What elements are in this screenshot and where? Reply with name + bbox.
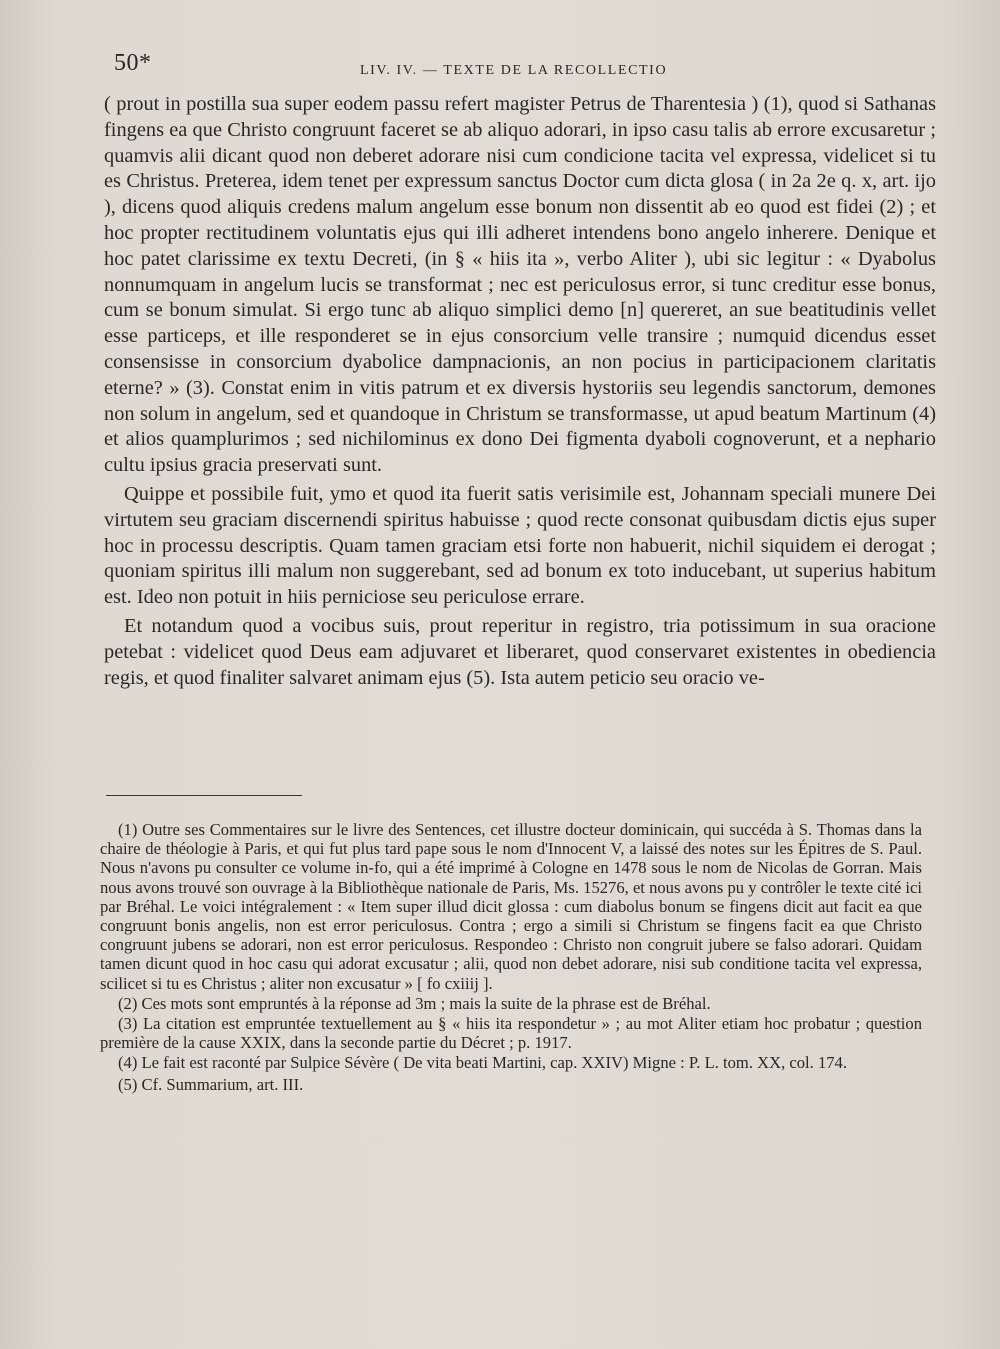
paragraph: Et notandum quod a vocibus suis, prout reperitur in registro, tria potissimum in sua oracione petebat : videlicet quod Deus eam adjuvaret et liberaret, quod conservaret existentes in obediencia regis, et quod finaliter salvaret animam ejus (5). Ista autem peticio seu oracio ve- — [104, 614, 936, 689]
footnote: (5) Cf. Summarium, art. III. — [118, 1074, 304, 1094]
page-number: 50* — [114, 50, 152, 76]
running-title: LIV. IV. — TEXTE DE LA RECOLLECTIO — [360, 63, 668, 78]
footnote: (2) Ces mots sont empruntés à la réponse ad 3m ; mais la suite de la phrase est de Bréhal. — [118, 993, 711, 1013]
footnote: (1) Outre ses Commentaires sur le livre des Sentences, cet illustre docteur dominicain, qui succéda à S. Thomas dans la chaire de théologie à Paris, et qui fut plus tard pape sous le nom d'Innocent V, a laissé des notes sur les Épitres de S. Paul. Nous n'avons pu consulter ce volume in-fo, qui a été imprimé à Cologne en 1478 sous le nom de Nicolas de Gorran. Mais nous avons trouvé son ouvrage à la Bibliothèque nationale de Paris, Ms. 15276, et nous avons pu y contrôler le texte cité ici par Bréhal. Le voici intégralement : « Item super illud dicit glossa : cum diabolus bonum se fingens dicit aut facit ea que congruunt bonis angelis, non est error periculosus. Contra ; ergo a simili si Christum se fingens facit ea que Christo congruunt jubens se adorari, non est error periculosus. Respondeo : Christo non congruit jubere se falso adorari. Quidam tamen dicunt quod in hoc casu qui adorat excusatur ; alii, quod non debet adorare, nisi sub conditione tacita vel expressa, scilicet si tu es Christus ; aliter non excusatur » [ fo cxiiij ]. — [100, 820, 922, 993]
footnotes — [100, 820, 922, 1095]
main-text — [104, 92, 936, 691]
footnote: (4) Le fait est raconté par Sulpice Sévère ( De vita beati Martini, cap. XXIV) Migne : P. L. tom. XX, col. 174. — [118, 1053, 847, 1073]
paragraph: Quippe et possibile fuit, ymo et quod ita fuerit satis verisimile est, Johannam speciali munere Dei virtutem seu graciam discernendi spiritus habuisse ; quod recte consonat quibusdam dictis ejus super hoc in processu descriptis. Quam tamen graciam etsi forte non habuerit, nichil siquidem ei derogat ; quoniam spiritus illi malum non suggerebant, sed ad bonum ex toto inducebant, ut superius habitum est. Ideo non potuit in hiis perniciose seu periculose errare. — [104, 482, 936, 609]
paragraph: ( prout in postilla sua super eodem passu refert magister Petrus de Tharentesia ) (1), quod si Sathanas fingens ea que Christo congruunt faceret se ab aliquo adorari, in ipso casu talis ab errore excusaretur ; quamvis alii dicant quod non deberet adorare nisi cum condicione tacita vel expressa, videlicet si tu es Christus. Preterea, idem tenet per expressum sanctus Doctor cum dicta glosa ( in 2a 2e q. x, art. ijo ), dicens quod aliquis credens malum angelum esse bonum non dissentit ab eo quod est fidei (2) ; et hoc propter rectitudinem voluntatis ejus qui illi adheret intendens bono angelo inherere. Denique et hoc patet clarissime ex textu Decreti, (in § « hiis ita », verbo Aliter ), ubi sic legitur : « Dyabolus nonnumquam in angelum lucis se transformat ; nec est periculosus error, si tunc creditur esse bonus, cum se bonum simulat. Si ergo tunc ab aliquo simplici demo [n] quereret, an sue beatitudinis vellet esse particeps, et ille responderet se in ejus consorcium velle transire ; numquid dicendus esset consensisse in consorcium dyabolice dampnacionis, an non pocius in participacionem claritatis eterne? » (3). Constat enim in vitis patrum et ex diversis hystoriis seu legendis sanctorum, demones non solum in angelum, sed et quandoque in Christum se transformasse, ut apud beatum Martinum (4) et alios quamplurimos ; sed nichilominus ex dono Dei figmenta dyaboli cognoverunt, et a nephario cultu ipsius gracia preservati sunt. — [104, 93, 936, 477]
footnote: (3) La citation est empruntée textuellement au § « hiis ita respondetur » ; au mot Aliter etiam hoc probatur ; question première de la cause XXIX, dans la seconde partie du Décret ; p. 1917. — [100, 1014, 922, 1053]
footnote-divider — [106, 795, 302, 796]
